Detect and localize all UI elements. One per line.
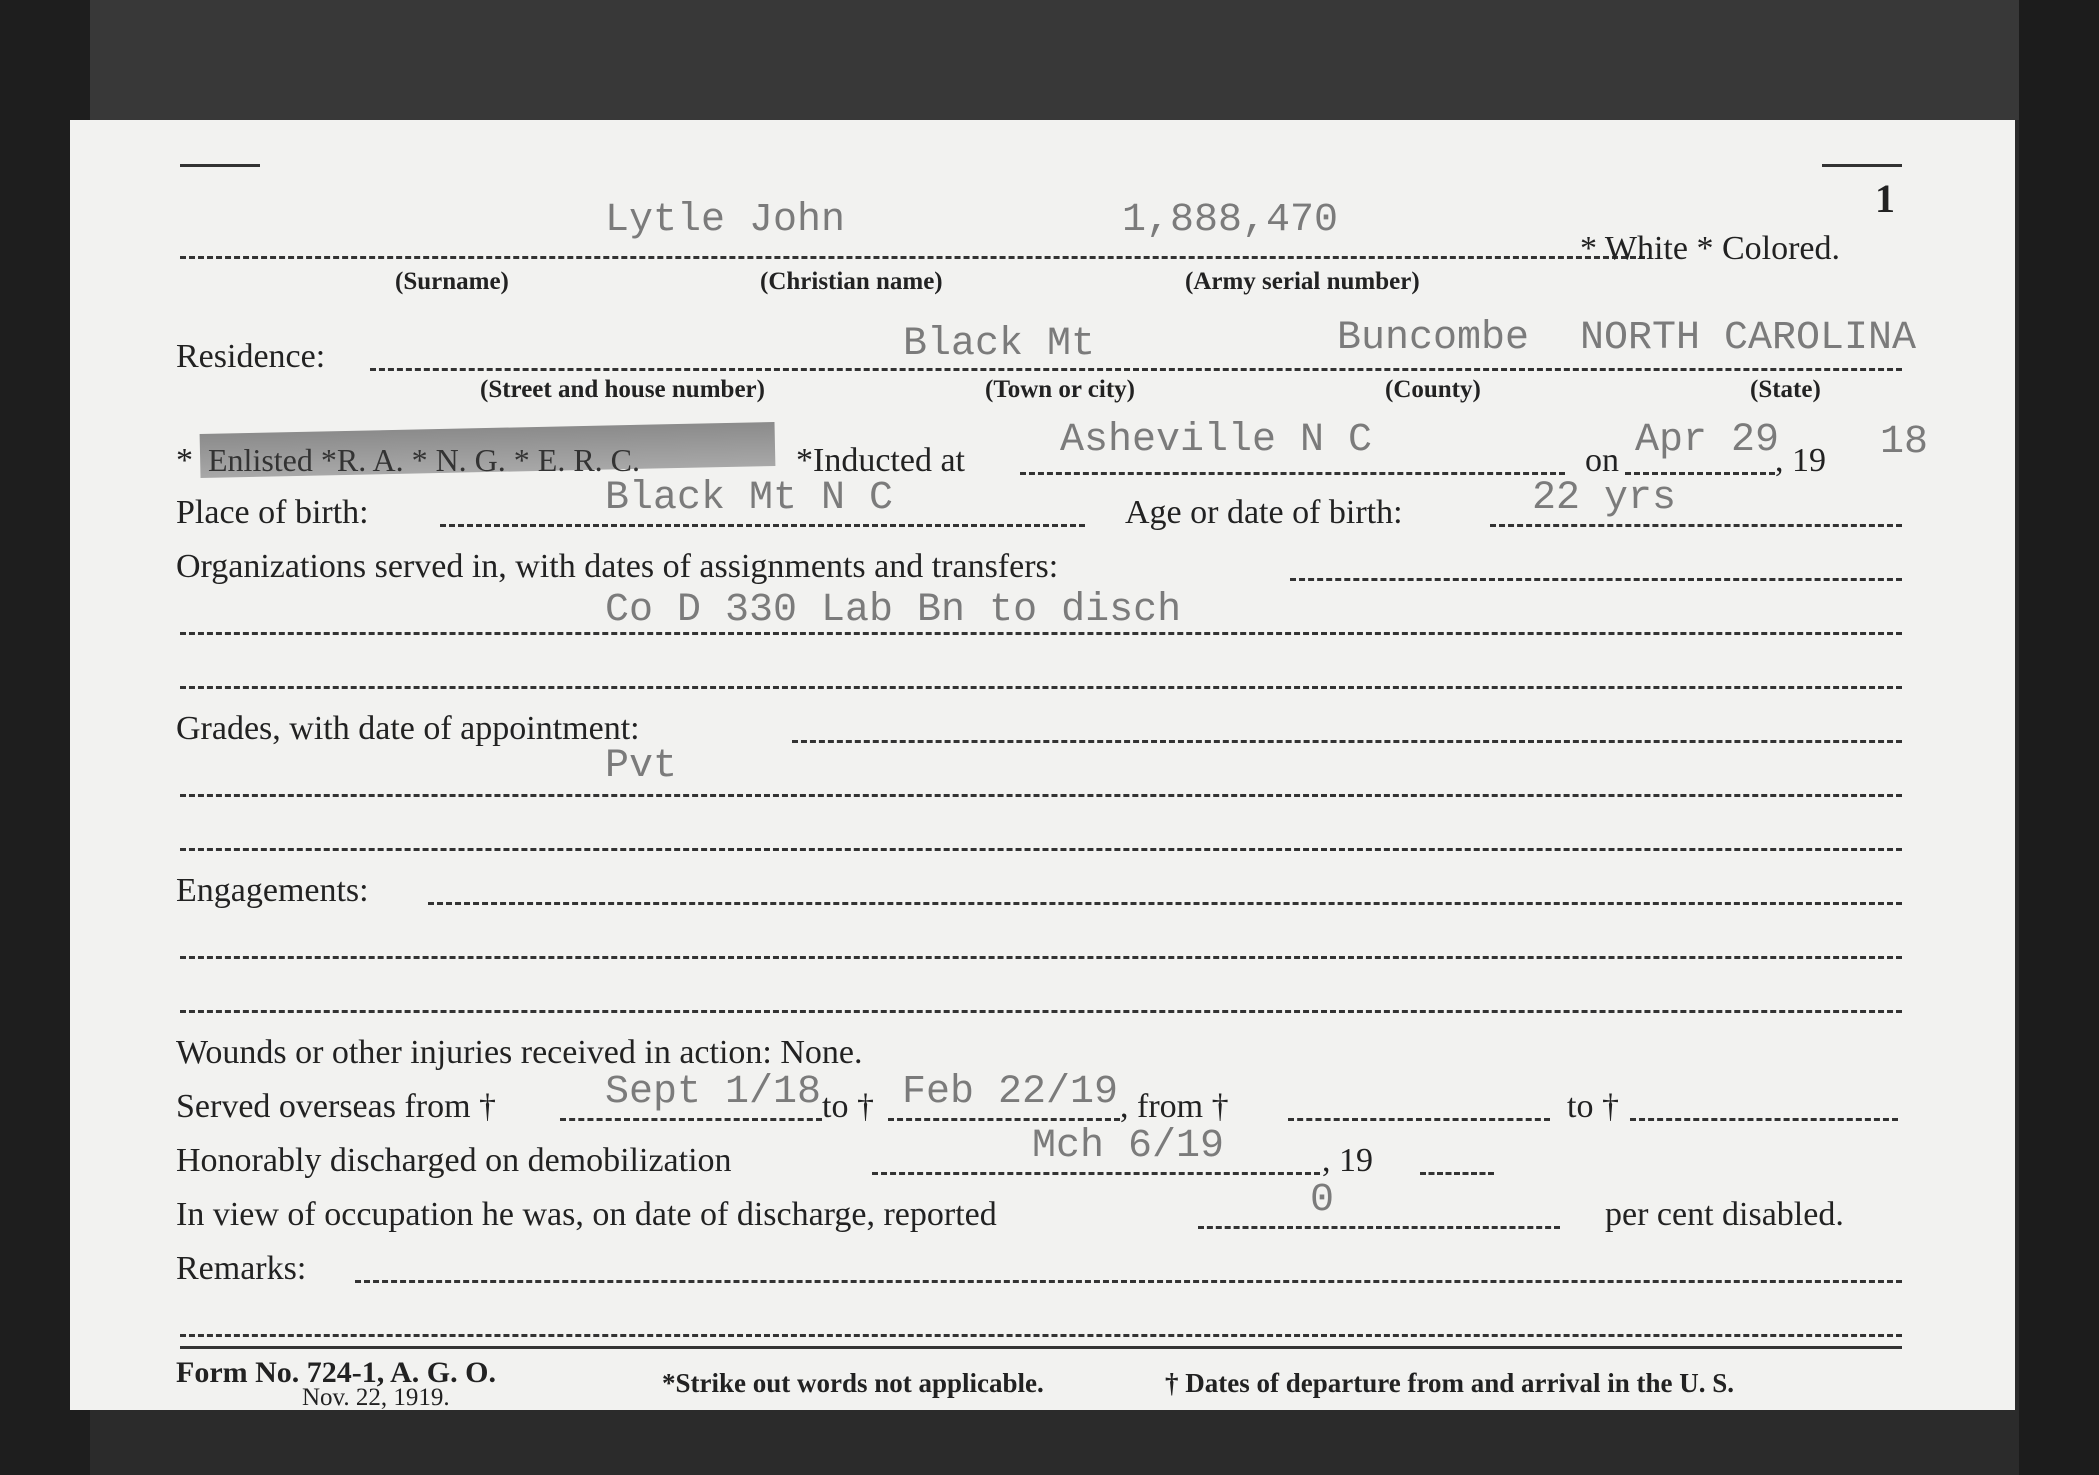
grade-value: Pvt [605, 744, 678, 789]
disability-value: 0 [1310, 1178, 1335, 1223]
engagements-line-2 [180, 956, 1902, 959]
card-number: 1 [1875, 176, 1895, 221]
surname-caption: (Surname) [395, 268, 509, 295]
overseas-to-label: to † [822, 1088, 874, 1125]
grades-label: Grades, with date of appointment: [176, 710, 640, 747]
discharge-label: Honorably discharged on demobilization [176, 1142, 732, 1179]
induction-year-value: 18 [1880, 420, 1929, 465]
remarks-line-2 [180, 1334, 1902, 1337]
corner-rule-right [1822, 164, 1902, 167]
organizations-value: Co D 330 Lab Bn to disch [605, 588, 1182, 633]
wounds-label: Wounds or other injuries received in action: None. [176, 1034, 863, 1071]
place-of-birth-line [440, 524, 1085, 527]
dates-note: † Dates of departure from and arrival in the U. S. [1165, 1368, 1734, 1398]
overseas-from2-line [1288, 1118, 1550, 1121]
engagements-line-3 [180, 1010, 1902, 1013]
scan-background-right [2019, 0, 2099, 1475]
remarks-line-1 [355, 1280, 1902, 1283]
grades-line-3 [180, 848, 1902, 851]
form-date: Nov. 22, 1919. [302, 1384, 450, 1411]
overseas-to2-label: to † [1567, 1088, 1619, 1125]
induction-year-prefix: , 19 [1775, 442, 1826, 479]
christian-name-caption: (Christian name) [760, 268, 943, 295]
name-line [180, 256, 1645, 259]
place-of-birth-value: Black Mt N C [605, 476, 894, 521]
organizations-label: Organizations served in, with dates of assignments and transfers: [176, 548, 1059, 585]
disability-label: In view of occupation he was, on date of discharge, reported [176, 1196, 997, 1233]
disability-line [1198, 1226, 1560, 1229]
residence-line [370, 368, 1902, 371]
overseas-to-value: Feb 22/19 [902, 1070, 1119, 1115]
grades-line-2 [180, 794, 1902, 797]
discharge-year-line [1420, 1172, 1494, 1175]
town-value: Black Mt [903, 322, 1096, 367]
overseas-from2-label: , from † [1120, 1088, 1229, 1125]
inducted-on-label: on [1585, 442, 1619, 479]
organizations-line-1 [1290, 578, 1902, 581]
remarks-label: Remarks: [176, 1250, 307, 1287]
place-of-birth-label: Place of birth: [176, 494, 369, 531]
residence-label: Residence: [176, 338, 326, 375]
age-line [1490, 524, 1902, 527]
strike-out-note: *Strike out words not applicable. [662, 1368, 1044, 1398]
overseas-to-line [888, 1118, 1120, 1121]
service-record-card [70, 120, 2015, 1410]
engagements-line-1 [428, 902, 1902, 905]
organizations-line-3 [180, 686, 1902, 689]
discharge-year-label: , 19 [1322, 1142, 1373, 1179]
disability-suffix: per cent disabled. [1605, 1196, 1844, 1233]
serial-number-value: 1,888,470 [1122, 198, 1339, 243]
age-value: 22 yrs [1532, 476, 1677, 521]
corner-rule-left [180, 164, 260, 167]
age-label: Age or date of birth: [1125, 494, 1403, 531]
form-number: Form No. 724-1, A. G. O. [176, 1356, 496, 1389]
organizations-line-2 [180, 632, 1902, 635]
overseas-to2-line [1630, 1118, 1898, 1121]
scan-background-top [0, 0, 2099, 120]
discharge-date-line [872, 1172, 1320, 1175]
county-value: Buncombe [1337, 316, 1530, 361]
inducted-place-line [1020, 472, 1565, 475]
overseas-from-line [560, 1118, 822, 1121]
serial-caption: (Army serial number) [1185, 268, 1420, 295]
county-caption: (County) [1385, 376, 1481, 403]
discharge-date-value: Mch 6/19 [1032, 1124, 1225, 1169]
state-value: NORTH CAROLINA [1580, 316, 1917, 361]
overseas-from-value: Sept 1/18 [605, 1070, 822, 1115]
footer-rule [180, 1346, 1902, 1349]
town-caption: (Town or city) [985, 376, 1135, 403]
inducted-at-label: *Inducted at [796, 442, 965, 479]
induction-date-line [1625, 472, 1775, 475]
surname-value: Lytle John [605, 198, 846, 243]
grades-line-1 [792, 740, 1902, 743]
engagements-label: Engagements: [176, 872, 369, 909]
street-caption: (Street and house number) [480, 376, 765, 403]
inducted-place-value: Asheville N C [1060, 418, 1373, 463]
served-overseas-label: Served overseas from † [176, 1088, 497, 1125]
state-caption: (State) [1750, 376, 1821, 403]
enlistment-options: Enlisted *R. A. * N. G. * E. R. C. [208, 442, 641, 478]
induction-asterisk: * [176, 442, 193, 479]
induction-date-value: Apr 29 [1635, 418, 1780, 463]
race-options: * White * Colored. [1580, 230, 1840, 267]
